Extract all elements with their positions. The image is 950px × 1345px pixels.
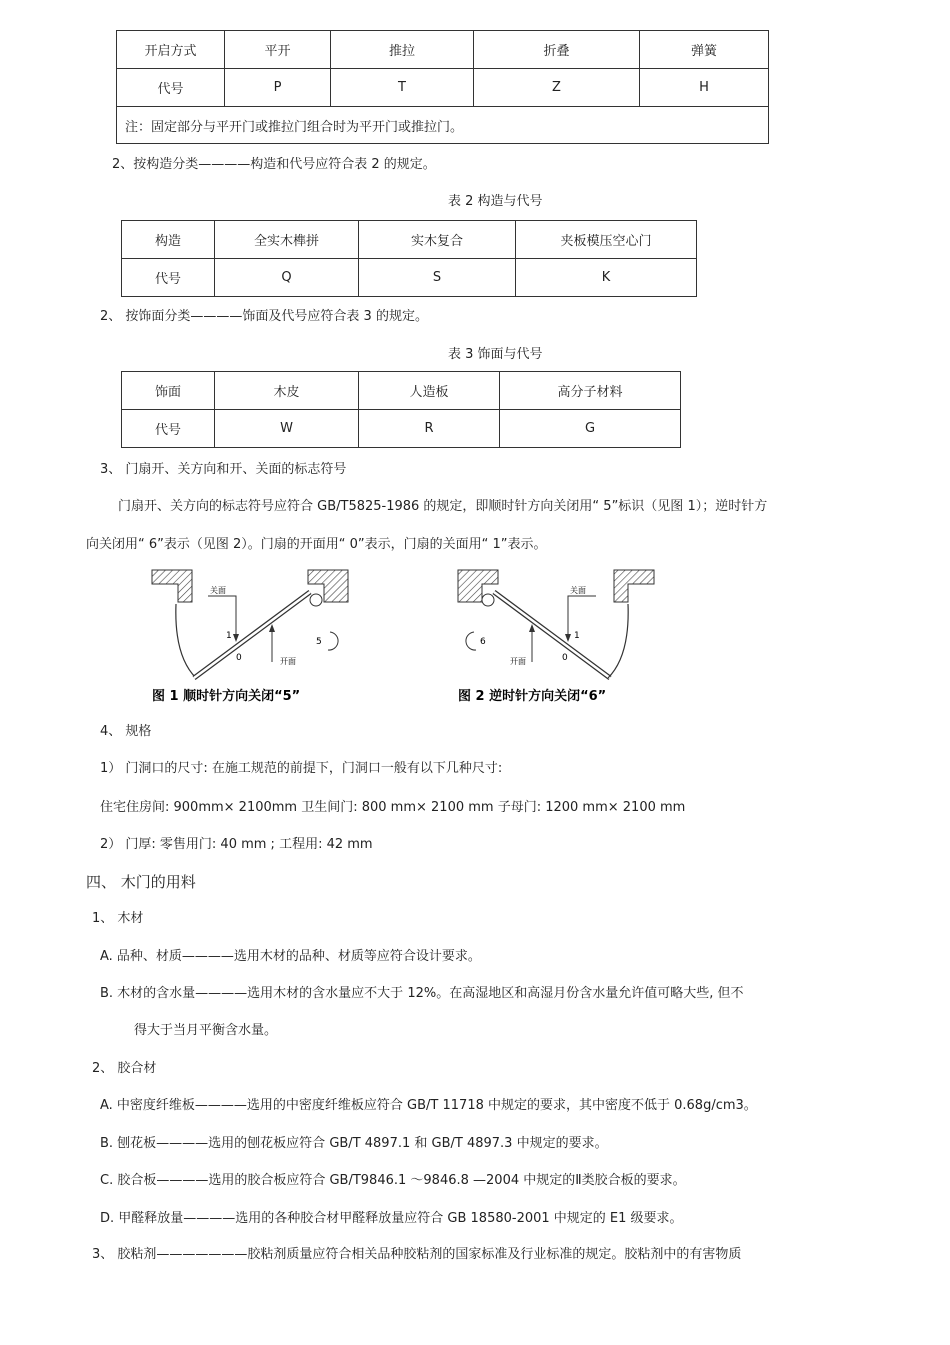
section3-para-cont: 向关闭用“ 6”表示（见图 2）。门扇的开面用“ 0”表示，门扇的关面用“ 1”表示。 (86, 537, 547, 552)
section3-para: 门扇开、关方向的标志符号应符合 GB/T5825-1986 的规定，即顺时针方向关闭用“ 5”标识（见图 1）；逆时针方 (118, 499, 768, 514)
table-cell: 代号 (122, 259, 215, 297)
table-cell: 实木复合 (359, 221, 516, 259)
table-cell: W (215, 410, 359, 448)
section4-item1: 1） 门洞口的尺寸: 在施工规范的前提下，门洞口一般有以下几种尺寸: (100, 761, 503, 776)
table-cell: 代号 (117, 69, 225, 107)
table-cell: 木皮 (215, 372, 359, 410)
close-face-leader (568, 596, 596, 638)
mark-0: 0 (236, 653, 242, 663)
figure-1-caption: 图 1 顺时针方向关闭“5” (152, 689, 301, 704)
table-cell: 代号 (122, 410, 215, 448)
section4-item2: 2） 门厚: 零售用门: 40 mm ; 工程用: 42 mm (100, 837, 373, 852)
glue-item-c: C. 胶合板————选用的胶合板应符合 GB/T9846.1 ～9846.8 —2004 中规定的Ⅱ类胶合板的要求。 (100, 1173, 686, 1188)
mark-1: 1 (574, 631, 580, 641)
mark-1: 1 (226, 631, 232, 641)
part4-title: 四、 木门的用料 (86, 873, 196, 891)
table-cell: 全实木榫拼 (215, 221, 359, 259)
table-cell: 折叠 (474, 31, 640, 69)
glue-item-b: B. 刨花板————选用的刨花板应符合 GB/T 4897.1 和 GB/T 4897.3 中规定的要求。 (100, 1136, 608, 1151)
glue-title: 2、 胶合材 (92, 1061, 157, 1076)
adhesive-line: 3、 胶粘剂———————胶粘剂质量应符合相关品种胶粘剂的国家标准及行业标准的规定。胶粘剂中的有害物质 (92, 1247, 742, 1262)
table-cell: R (359, 410, 500, 448)
hinge (310, 594, 322, 606)
figure-2-caption: 图 2 逆时针方向关闭“6” (458, 689, 607, 704)
table-cell: H (640, 69, 769, 107)
swing-arc (608, 604, 628, 678)
open-face-label: 开面 (510, 657, 526, 666)
mark-6: 6 (480, 637, 486, 647)
table-cell: 弹簧 (640, 31, 769, 69)
structure-table (121, 220, 697, 297)
wood-title: 1、 木材 (92, 911, 144, 926)
table-cell: 推拉 (331, 31, 474, 69)
glue-item-a: A. 中密度纤维板————选用的中密度纤维板应符合 GB/T 11718 中规定的要求，其中密度不低于 0.68g/cm3。 (100, 1098, 757, 1113)
close-face-leader (208, 596, 236, 638)
table-cell: 夹板模压空心门 (516, 221, 697, 259)
table-cell: Z (474, 69, 640, 107)
table-cell: Q (215, 259, 359, 297)
table2-caption: 表 2 构造与代号 (448, 194, 543, 209)
close-face-label: 关面 (570, 586, 586, 595)
wood-item-b-cont: 得大于当月平衡含水量。 (134, 1023, 278, 1038)
section4-title: 4、 规格 (100, 724, 152, 739)
table-cell: 开启方式 (117, 31, 225, 69)
table-cell: 高分子材料 (500, 372, 681, 410)
table-cell: K (516, 259, 697, 297)
wood-item-a: A. 品种、材质————选用木材的品种、材质等应符合设计要求。 (100, 949, 481, 964)
section3-title: 3、 门扇开、关方向和开、关面的标志符号 (100, 462, 347, 477)
table-cell: G (500, 410, 681, 448)
swing-arc (176, 604, 196, 678)
table-cell: 平开 (225, 31, 331, 69)
table3-caption: 表 3 饰面与代号 (448, 347, 543, 362)
glue-item-d: D. 甲醛释放量————选用的各种胶合材甲醛释放量应符合 GB 18580-2001 中规定的 E1 级要求。 (100, 1211, 683, 1226)
figure-1-clockwise (152, 570, 348, 704)
figure-2-counterclockwise (458, 570, 654, 704)
mark-5: 5 (316, 637, 322, 647)
close-face-label: 关面 (210, 586, 226, 595)
table-cell: 饰面 (122, 372, 215, 410)
finish-line: 2、 按饰面分类————饰面及代号应符合表 3 的规定。 (100, 309, 428, 324)
section4-sizes: 住宅住房间: 900mm× 2100mm 卫生间门: 800 mm× 2100 mm 子母门: 1200 mm× 2100 mm (100, 800, 686, 815)
mark-0: 0 (562, 653, 568, 663)
structure-line: 2、按构造分类————构造和代号应符合表 2 的规定。 (112, 157, 436, 172)
rotation-arrow-ccw (466, 632, 476, 650)
table-cell: 人造板 (359, 372, 500, 410)
table-cell: T (331, 69, 474, 107)
wall-left (152, 570, 192, 602)
hinge (482, 594, 494, 606)
opening-type-table (116, 30, 769, 144)
open-face-label: 开面 (280, 657, 296, 666)
door-figures (148, 566, 658, 706)
table-note: 注：固定部分与平开门或推拉门组合时为平开门或推拉门。 (117, 107, 769, 144)
rotation-arrow-cw (328, 632, 338, 650)
table-cell: S (359, 259, 516, 297)
table-cell: 构造 (122, 221, 215, 259)
finish-table (121, 371, 681, 448)
wall-right (614, 570, 654, 602)
wood-item-b: B. 木材的含水量————选用木材的含水量应不大于 12%。在高湿地区和高湿月份含水量允许值可略大些, 但不 (100, 986, 744, 1001)
table-cell: P (225, 69, 331, 107)
